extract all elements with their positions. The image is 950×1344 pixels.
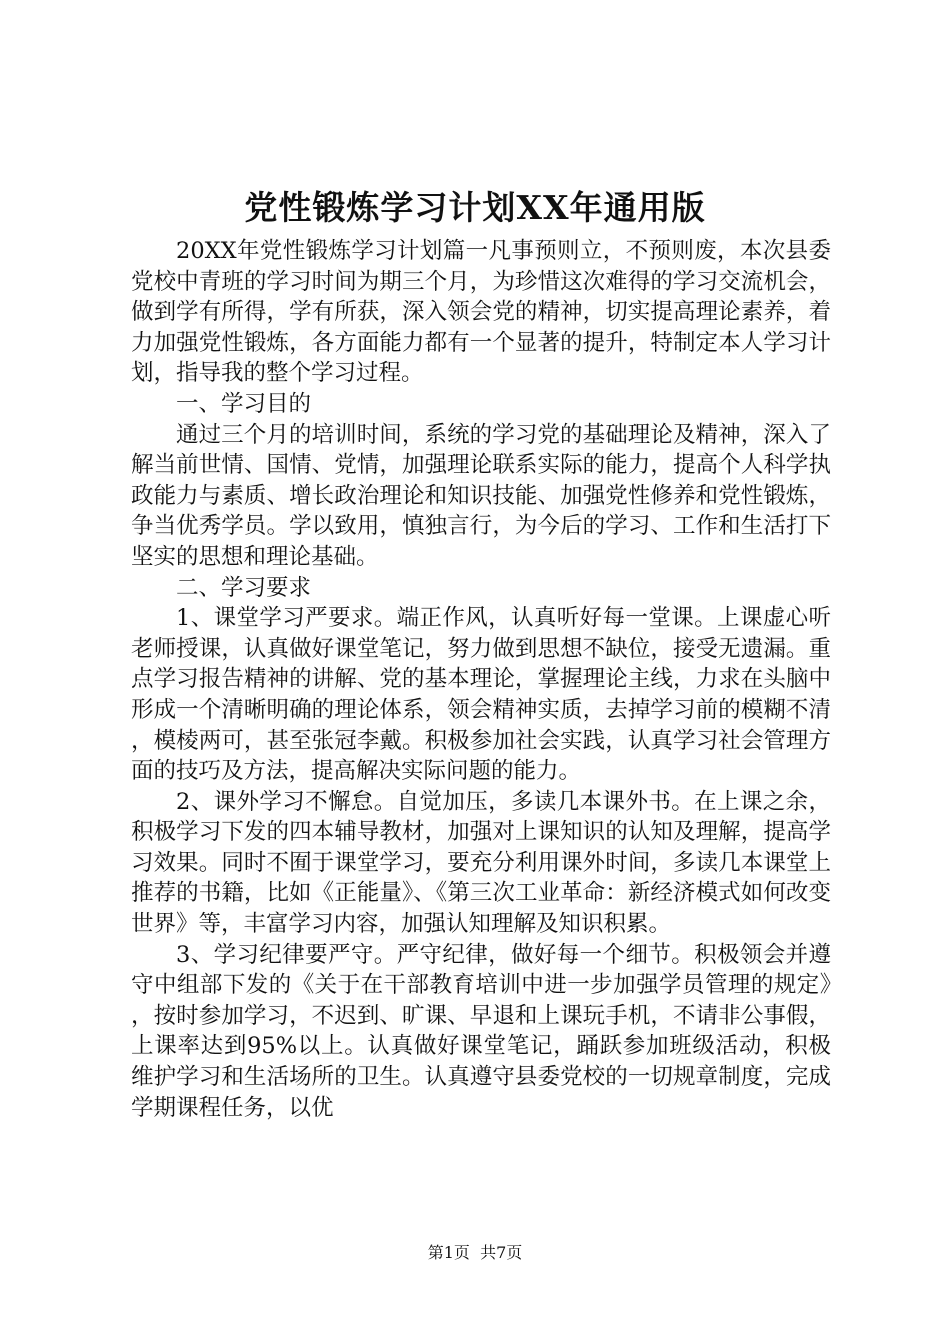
document-body	[131, 236, 831, 1123]
section-heading-requirements: 二、学习要求	[176, 574, 312, 601]
requirement-paragraph-3: 3、学习纪律要严守。严守纪律，做好每一个细节。积极领会并遵守中组部下发的《关于在干部教育培训中进一步加强学员管理的规定》，按时参加学习，不迟到、旷课、早退和上课玩手机，不请非公事假，上课率达到95%以上。认真做好课堂笔记，踊跃参加班级活动，积极维护学习和生活场所的卫生。认真遵守县委党校的一切规章制度，完成学期课程任务，以优	[131, 941, 831, 1121]
section-heading-goal: 一、学习目的	[176, 390, 312, 417]
page-footer	[0, 1243, 950, 1263]
requirement-paragraph-1: 1、课堂学习严要求。端正作风，认真听好每一堂课。上课虚心听老师授课，认真做好课堂笔记，努力做到思想不缺位，接受无遗漏。重点学习报告精神的讲解、党的基本理论，掌握理论主线，力求在头脑中形成一个清晰明确的理论体系，领会精神实质，去掉学习前的模糊不清，模棱两可，甚至张冠李戴。积极参加社会实践，认真学习社会管理方面的技巧及方法，提高解决实际问题的能力。	[131, 605, 831, 785]
page-number: 第1页 共7页	[427, 1243, 523, 1262]
goal-paragraph: 通过三个月的培训时间，系统的学习党的基础理论及精神，深入了解当前世情、国情、党情，加强理论联系实际的能力，提高个人科学执政能力与素质、增长政治理论和知识技能、加强党性修养和党性锻炼，争当优秀学员。学以致用，慎独言行，为今后的学习、工作和生活打下坚实的思想和理论基础。	[131, 421, 831, 570]
intro-paragraph: 20XX年党性锻炼学习计划篇一凡事预则立，不预则废，本次县委党校中青班的学习时间为期三个月，为珍惜这次难得的学习交流机会，做到学有所得，学有所获，深入领会党的精神，切实提高理论素养，着力加强党性锻炼，各方面能力都有一个显著的提升，特制定本人学习计划，指导我的整个学习过程。	[131, 238, 831, 387]
requirement-paragraph-2: 2、课外学习不懈怠。自觉加压，多读几本课外书。在上课之余，积极学习下发的四本辅导教材，加强对上课知识的认知及理解，提高学习效果。同时不囿于课堂学习，要充分利用课外时间，多读几本课堂上推荐的书籍，比如《正能量》、《第三次工业革命：新经济模式如何改变世界》等，丰富学习内容，加强认知理解及知识积累。	[131, 788, 831, 938]
document-title: 党性锻炼学习计划XX年通用版	[244, 188, 706, 227]
